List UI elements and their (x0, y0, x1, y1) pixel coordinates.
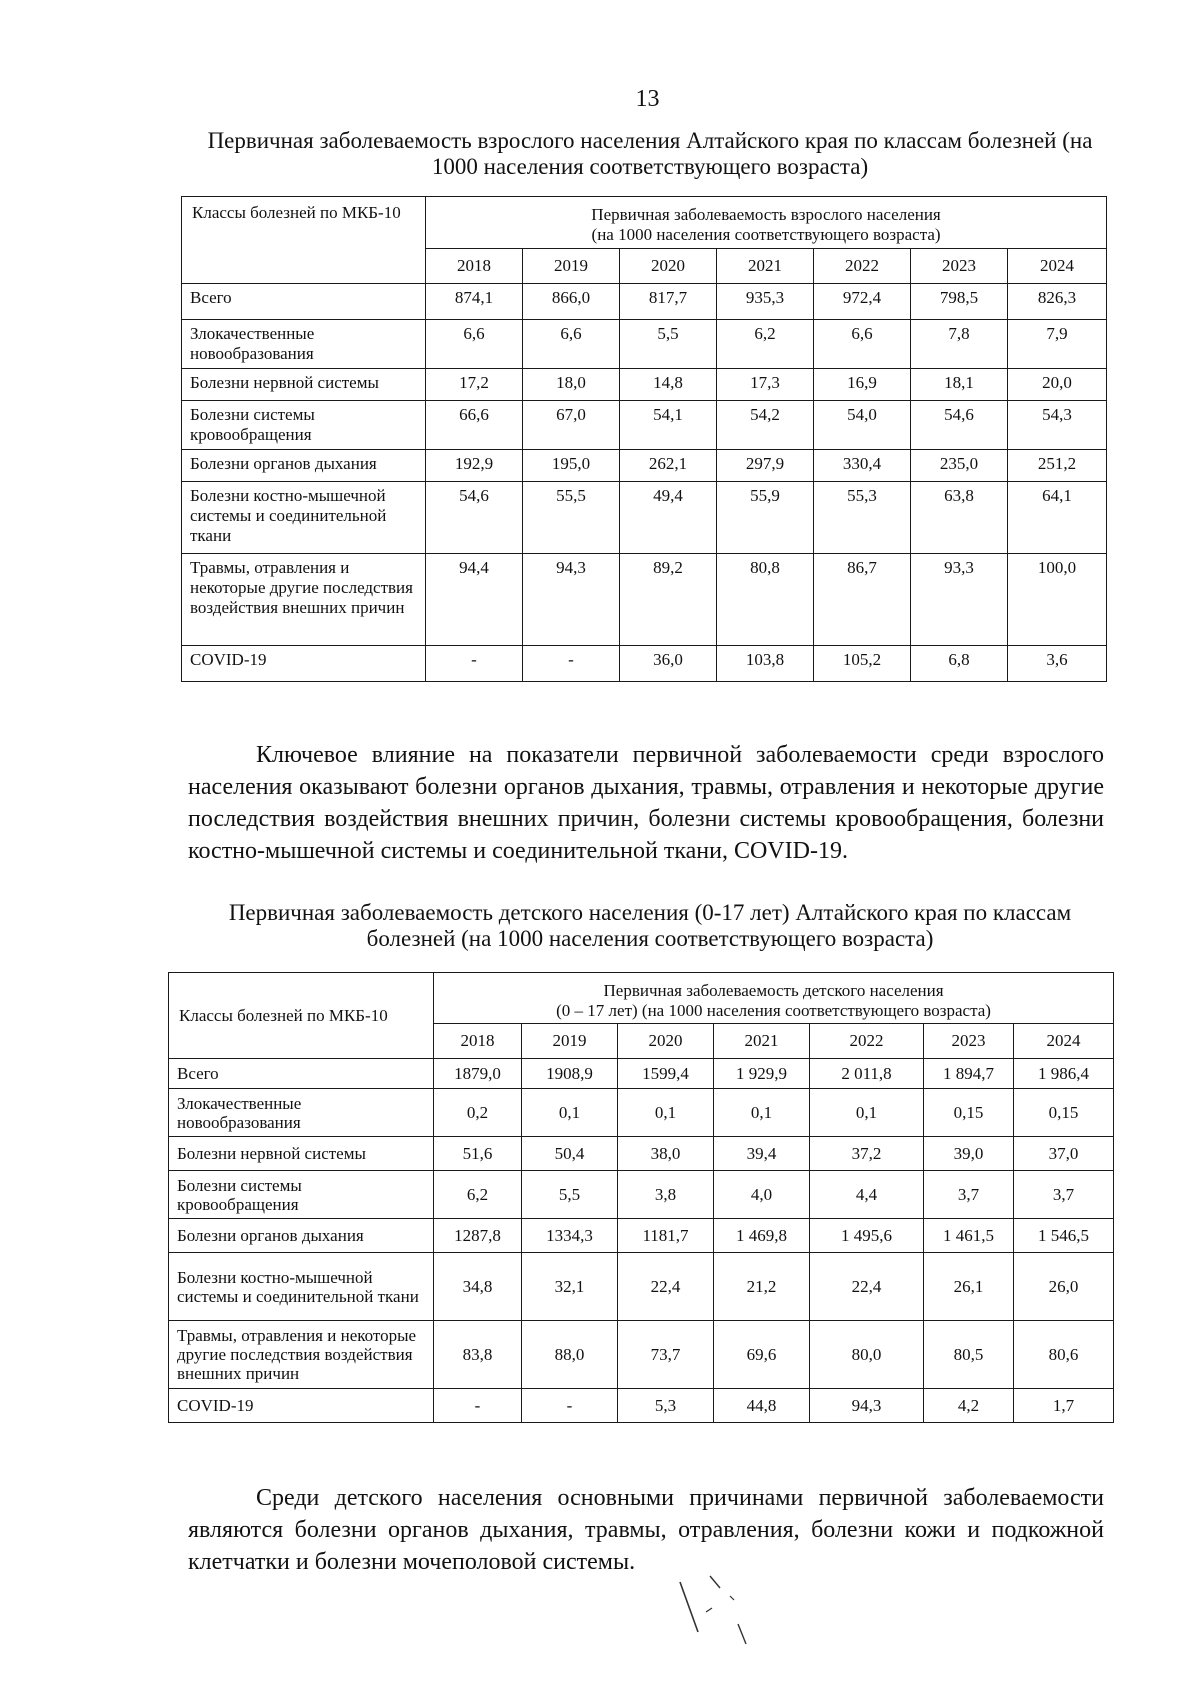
year-header: 2023 (924, 1024, 1014, 1059)
cell-value: 262,1 (620, 450, 717, 482)
cell-value: 866,0 (523, 284, 620, 320)
table-row (169, 1219, 1114, 1253)
group-header-line1: Первичная заболеваемость детского населения (603, 981, 944, 1000)
cell-value: 54,0 (814, 401, 911, 450)
cell-value: 14,8 (620, 369, 717, 401)
cell-value: 0,1 (810, 1089, 924, 1137)
cell-value: 4,2 (924, 1389, 1014, 1423)
column-group-header (426, 197, 1107, 249)
cell-value: 55,3 (814, 482, 911, 554)
group-header-line2: (на 1000 населения соответствующего возраста) (591, 225, 941, 244)
cell-value: 86,7 (814, 554, 911, 646)
cell-value: 7,9 (1008, 320, 1107, 369)
cell-value: 54,6 (911, 401, 1008, 450)
row-label: Травмы, отравления и некоторые другие последствия воздействия внешних причин (169, 1321, 434, 1389)
row-label: Травмы, отравления и некоторые другие последствия воздействия внешних причин (182, 554, 426, 646)
cell-value: 1 495,6 (810, 1219, 924, 1253)
cell-value: 26,1 (924, 1253, 1014, 1321)
table-row (169, 1089, 1114, 1137)
row-label: Злокачественные новообразования (182, 320, 426, 369)
cell-value: 817,7 (620, 284, 717, 320)
year-header: 2018 (434, 1024, 522, 1059)
cell-value: 1 469,8 (714, 1219, 810, 1253)
row-label: Болезни нервной системы (182, 369, 426, 401)
cell-value: - (426, 646, 523, 682)
cell-value: 80,6 (1014, 1321, 1114, 1389)
year-header: 2024 (1014, 1024, 1114, 1059)
row-label: Болезни костно-мышечной системы и соединительной ткани (169, 1253, 434, 1321)
child-table-title: Первичная заболеваемость детского населения (0-17 лет) Алтайского края по классам болезней (на 1000 населения соответствующего возраста) (228, 900, 1072, 951)
cell-value: 37,0 (1014, 1137, 1114, 1171)
cell-value: 297,9 (717, 450, 814, 482)
cell-value: 80,8 (717, 554, 814, 646)
cell-value: 1 929,9 (714, 1059, 810, 1089)
cell-value: 21,2 (714, 1253, 810, 1321)
cell-value: 69,6 (714, 1321, 810, 1389)
cell-value: 4,0 (714, 1171, 810, 1219)
table-row (169, 1171, 1114, 1219)
cell-value: 18,0 (523, 369, 620, 401)
row-label: Всего (182, 284, 426, 320)
cell-value: 94,3 (810, 1389, 924, 1423)
cell-value: 100,0 (1008, 554, 1107, 646)
table-row (182, 646, 1107, 682)
cell-value: 6,2 (434, 1171, 522, 1219)
cell-value: 89,2 (620, 554, 717, 646)
cell-value: 44,8 (714, 1389, 810, 1423)
year-header: 2022 (814, 249, 911, 284)
cell-value: 22,4 (618, 1253, 714, 1321)
cell-value: 67,0 (523, 401, 620, 450)
cell-value: 20,0 (1008, 369, 1107, 401)
cell-value: 26,0 (1014, 1253, 1114, 1321)
cell-value: 18,1 (911, 369, 1008, 401)
cell-value: 0,15 (1014, 1089, 1114, 1137)
row-label: Злокачественные новообразования (169, 1089, 434, 1137)
cell-value: 17,2 (426, 369, 523, 401)
year-header: 2023 (911, 249, 1008, 284)
year-header: 2020 (618, 1024, 714, 1059)
cell-value: 54,2 (717, 401, 814, 450)
table-row (169, 1253, 1114, 1321)
cell-value: 37,2 (810, 1137, 924, 1171)
cell-value: 935,3 (717, 284, 814, 320)
cell-value: 32,1 (522, 1253, 618, 1321)
page-number: 13 (635, 86, 660, 112)
table-row (182, 450, 1107, 482)
cell-value: 192,9 (426, 450, 523, 482)
cell-value: 64,1 (1008, 482, 1107, 554)
cell-value: 6,6 (814, 320, 911, 369)
row-label: Болезни костно-мышечной системы и соединительной ткани (182, 482, 426, 554)
cell-value: 93,3 (911, 554, 1008, 646)
cell-value: 798,5 (911, 284, 1008, 320)
cell-value: 251,2 (1008, 450, 1107, 482)
cell-value: 0,1 (522, 1089, 618, 1137)
cell-value: 330,4 (814, 450, 911, 482)
cell-value: 55,5 (523, 482, 620, 554)
cell-value: 4,4 (810, 1171, 924, 1219)
cell-value: 88,0 (522, 1321, 618, 1389)
row-label: Всего (169, 1059, 434, 1089)
cell-value: - (522, 1389, 618, 1423)
cell-value: 1 546,5 (1014, 1219, 1114, 1253)
cell-value: - (523, 646, 620, 682)
cell-value: 16,9 (814, 369, 911, 401)
year-header: 2019 (522, 1024, 618, 1059)
row-label: Болезни системы кровообращения (182, 401, 426, 450)
year-header: 2022 (810, 1024, 924, 1059)
table-row (169, 1059, 1114, 1089)
year-header: 2021 (714, 1024, 810, 1059)
table-row (169, 1137, 1114, 1171)
cell-value: 6,2 (717, 320, 814, 369)
row-label: Болезни органов дыхания (182, 450, 426, 482)
cell-value: 0,1 (618, 1089, 714, 1137)
row-label: COVID-19 (169, 1389, 434, 1423)
cell-value: 6,6 (426, 320, 523, 369)
table-row (182, 482, 1107, 554)
cell-value: 38,0 (618, 1137, 714, 1171)
cell-value: 94,3 (523, 554, 620, 646)
adult-table-title: Первичная заболеваемость взрослого населения Алтайского края по классам болезней (на 1000 населения соответствующего возраста) (207, 128, 1093, 179)
adult-morbidity-table (181, 196, 1107, 682)
cell-value: 49,4 (620, 482, 717, 554)
cell-value: 51,6 (434, 1137, 522, 1171)
year-header: 2019 (523, 249, 620, 284)
column-group-header (434, 973, 1114, 1024)
cell-value: 1,7 (1014, 1389, 1114, 1423)
cell-value: 63,8 (911, 482, 1008, 554)
table-row (182, 284, 1107, 320)
signature-mark (660, 1560, 800, 1660)
adult-summary-paragraph: Ключевое влияние на показатели первичной заболеваемости среди взрослого населения оказывают болезни органов дыхания, травмы, отравления и некоторые другие последствия воздействия внешних причин, болезни системы кровообращения, болезни костно-мышечной системы и соединительной ткани, COVID-19. (188, 742, 1104, 864)
row-label: COVID-19 (182, 646, 426, 682)
cell-value: 54,3 (1008, 401, 1107, 450)
cell-value: 54,1 (620, 401, 717, 450)
cell-value: 22,4 (810, 1253, 924, 1321)
cell-value: 972,4 (814, 284, 911, 320)
cell-value: 1 894,7 (924, 1059, 1014, 1089)
cell-value: 0,15 (924, 1089, 1014, 1137)
cell-value: 1879,0 (434, 1059, 522, 1089)
cell-value: 0,2 (434, 1089, 522, 1137)
cell-value: 1 986,4 (1014, 1059, 1114, 1089)
cell-value: 1181,7 (618, 1219, 714, 1253)
cell-value: 6,8 (911, 646, 1008, 682)
year-header: 2021 (717, 249, 814, 284)
cell-value: - (434, 1389, 522, 1423)
table-row (182, 320, 1107, 369)
cell-value: 39,4 (714, 1137, 810, 1171)
cell-value: 1334,3 (522, 1219, 618, 1253)
cell-value: 6,6 (523, 320, 620, 369)
year-header: 2018 (426, 249, 523, 284)
cell-value: 235,0 (911, 450, 1008, 482)
cell-value: 1599,4 (618, 1059, 714, 1089)
table-row (169, 1321, 1114, 1389)
cell-value: 17,3 (717, 369, 814, 401)
column-header-disease-class: Классы болезней по МКБ-10 (169, 973, 434, 1059)
cell-value: 105,2 (814, 646, 911, 682)
cell-value: 34,8 (434, 1253, 522, 1321)
cell-value: 3,6 (1008, 646, 1107, 682)
group-header-line1: Первичная заболеваемость взрослого населения (591, 205, 941, 224)
row-label: Болезни органов дыхания (169, 1219, 434, 1253)
row-label: Болезни системы кровообращения (169, 1171, 434, 1219)
cell-value: 3,7 (1014, 1171, 1114, 1219)
child-summary-paragraph: Среди детского населения основными причинами первичной заболеваемости являются болезни органов дыхания, травмы, отравления, болезни кожи и подкожной клетчатки и болезни мочеполовой системы. (188, 1485, 1104, 1575)
cell-value: 83,8 (434, 1321, 522, 1389)
cell-value: 80,5 (924, 1321, 1014, 1389)
table-row (182, 369, 1107, 401)
cell-value: 3,7 (924, 1171, 1014, 1219)
cell-value: 36,0 (620, 646, 717, 682)
cell-value: 2 011,8 (810, 1059, 924, 1089)
child-morbidity-table (168, 972, 1114, 1423)
group-header-line2: (0 – 17 лет) (на 1000 населения соответствующего возраста) (556, 1001, 991, 1020)
cell-value: 195,0 (523, 450, 620, 482)
cell-value: 54,6 (426, 482, 523, 554)
year-header: 2024 (1008, 249, 1107, 284)
column-header-disease-class: Классы болезней по МКБ-10 (182, 197, 426, 284)
cell-value: 39,0 (924, 1137, 1014, 1171)
cell-value: 55,9 (717, 482, 814, 554)
cell-value: 3,8 (618, 1171, 714, 1219)
cell-value: 103,8 (717, 646, 814, 682)
cell-value: 94,4 (426, 554, 523, 646)
cell-value: 7,8 (911, 320, 1008, 369)
cell-value: 5,5 (620, 320, 717, 369)
cell-value: 0,1 (714, 1089, 810, 1137)
cell-value: 5,5 (522, 1171, 618, 1219)
cell-value: 66,6 (426, 401, 523, 450)
cell-value: 874,1 (426, 284, 523, 320)
table-row (169, 1389, 1114, 1423)
cell-value: 1287,8 (434, 1219, 522, 1253)
cell-value: 73,7 (618, 1321, 714, 1389)
row-label: Болезни нервной системы (169, 1137, 434, 1171)
cell-value: 5,3 (618, 1389, 714, 1423)
cell-value: 80,0 (810, 1321, 924, 1389)
cell-value: 1908,9 (522, 1059, 618, 1089)
cell-value: 1 461,5 (924, 1219, 1014, 1253)
cell-value: 50,4 (522, 1137, 618, 1171)
year-header: 2020 (620, 249, 717, 284)
table-row (182, 554, 1107, 646)
table-row (182, 401, 1107, 450)
cell-value: 826,3 (1008, 284, 1107, 320)
